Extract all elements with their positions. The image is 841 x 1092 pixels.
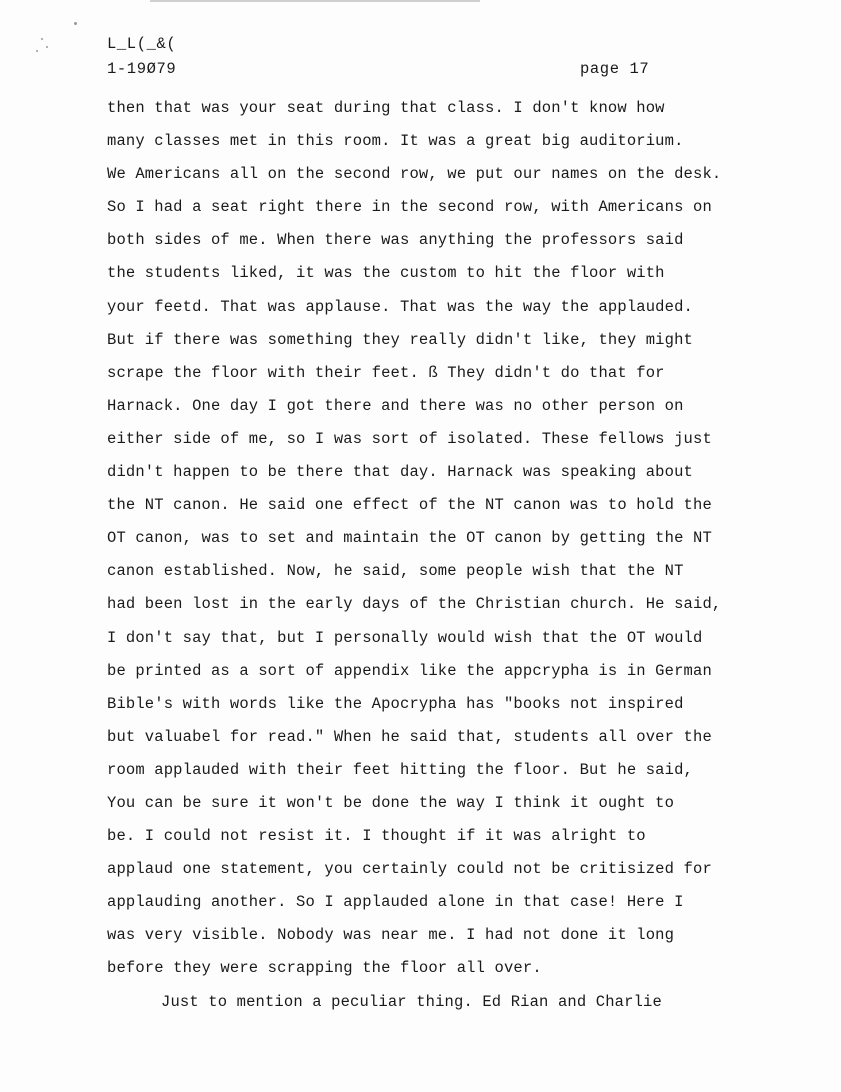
text-line: applaud one statement, you certainly could not be critisized for	[107, 860, 712, 879]
text-line: the NT canon. He said one effect of the NT canon was to hold the	[107, 496, 712, 515]
text-line: We Americans all on the second row, we put our names on the desk.	[107, 165, 722, 184]
text-line: But if there was something they really didn't like, they might	[107, 330, 693, 349]
paragraph-start-line: Just to mention a peculiar thing. Ed Rian and Charlie	[161, 992, 662, 1011]
text-line: was very visible. Nobody was near me. I had not done it long	[107, 926, 675, 945]
scan-edge-rule	[150, 0, 480, 2]
text-line: didn't happen to be there that day. Harnack was speaking about	[107, 463, 693, 482]
text-line: then that was your seat during that class. I don't know how	[107, 99, 665, 117]
text-line: many classes met in this room. It was a great big auditorium.	[107, 132, 684, 151]
text-line: OT canon, was to set and maintain the OT canon by getting the NT	[107, 529, 712, 548]
body-text	[107, 98, 807, 1025]
text-line: before they were scrapping the floor all over.	[107, 959, 542, 978]
text-line: your feetd. That was applause. That was the way the applauded.	[107, 297, 693, 316]
text-line: scrape the floor with their feet. ß They didn't do that for	[107, 363, 665, 382]
text-line: I don't say that, but I personally would wish that the OT would	[107, 628, 703, 647]
document-date: 1-19Ø79	[107, 60, 177, 78]
page-number: page 17	[580, 60, 650, 78]
text-line: but valuabel for read." When he said that, students all over the	[107, 727, 712, 746]
text-line: You can be sure it won't be done the way I think it ought to	[107, 793, 675, 812]
text-line: either side of me, so I was sort of isolated. These fellows just	[107, 429, 712, 448]
text-line: be. I could not resist it. I thought if it was alright to	[107, 827, 646, 846]
text-line: the students liked, it was the custom to hit the floor with	[107, 264, 665, 283]
text-line: Bible's with words like the Apocrypha has "books not inspired	[107, 694, 684, 713]
text-line: both sides of me. When there was anything the professors said	[107, 231, 684, 250]
document-code: L_L(_&(	[107, 35, 177, 53]
text-line: canon established. Now, he said, some people wish that the NT	[107, 562, 684, 581]
text-line: So I had a seat right there in the second row, with Americans on	[107, 198, 712, 217]
scan-speck	[46, 46, 48, 48]
text-line: had been lost in the early days of the Christian church. He said,	[107, 595, 722, 614]
scan-speck	[41, 38, 43, 40]
text-line: applauding another. So I applauded alone in that case! Here I	[107, 893, 684, 912]
text-line: room applauded with their feet hitting the floor. But he said,	[107, 760, 693, 779]
scan-speck	[36, 50, 38, 52]
text-line: Harnack. One day I got there and there was no other person on	[107, 396, 684, 415]
text-line: be printed as a sort of appendix like the appcrypha is in German	[107, 661, 712, 680]
scan-speck	[74, 22, 77, 25]
